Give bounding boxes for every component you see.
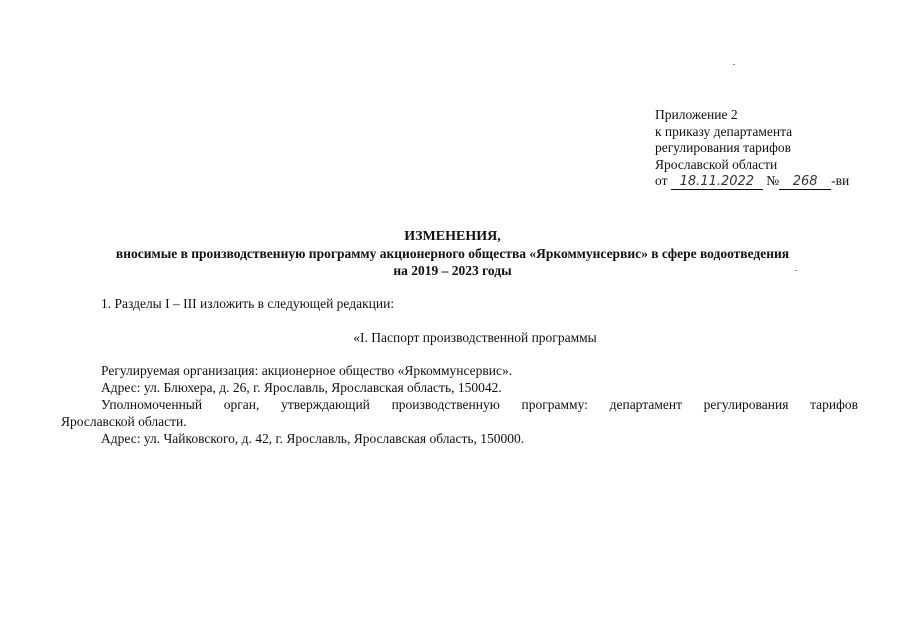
authorized-body [61, 396, 858, 413]
authorized-body-line1: Уполномоченный орган, утверждающий производственную программу: департамент регулирования тарифов [101, 397, 858, 412]
from-label: от [655, 173, 668, 188]
handwritten-number: 268 [779, 175, 831, 190]
section-heading: «I. Паспорт производственной программы [353, 330, 597, 345]
passport-body [61, 362, 858, 447]
scan-speck [733, 64, 735, 65]
title-main: ИЗМЕНЕНИЯ, [404, 229, 501, 244]
authorized-body-line2: Ярославской области. [61, 414, 187, 429]
order-date-number-row [655, 173, 849, 190]
appendix-block [655, 107, 849, 190]
handwritten-date: 18.11.2022 [671, 175, 763, 190]
number-suffix: -ви [831, 173, 850, 188]
title-period: на 2019 – 2023 годы [393, 263, 512, 278]
authority-address: Адрес: ул. Чайковского, д. 42, г. Ярославль, Ярославская область, 150000. [101, 431, 525, 446]
regulated-organization: Регулируемая организация: акционерное общество «Яркоммунсервис». [101, 363, 513, 378]
appendix-line-department: регулирования тарифов [655, 140, 792, 155]
appendix-line-order: к приказу департамента [655, 123, 793, 139]
document-title [40, 228, 865, 279]
appendix-line-region: Ярославской области [655, 156, 778, 172]
organization-address: Адрес: ул. Блюхера, д. 26, г. Ярославль, Ярославская область, 150042. [101, 380, 502, 395]
number-label: № [766, 173, 780, 188]
item-1: 1. Разделы I – III изложить в следующей редакции: [101, 296, 395, 311]
title-subject: вносимые в производственную программу акционерного общества «Яркоммунсервис» в сфере водоотведения [115, 246, 790, 261]
appendix-title: Приложение 2 [655, 107, 738, 122]
